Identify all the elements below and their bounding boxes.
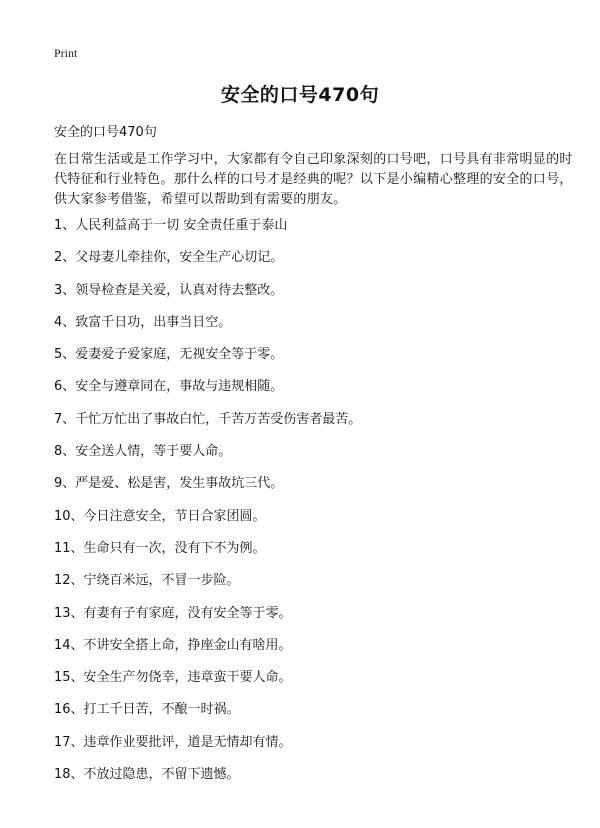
list-item: 15、安全生产勿侥幸，违章蛮干要人命。: [54, 670, 292, 686]
list-item: 14、不讲安全搭上命，挣座金山有啥用。: [54, 637, 292, 653]
page-title: 安全的口号470句: [220, 84, 380, 106]
list-item: 13、有妻有子有家庭，没有安全等于零。: [54, 605, 292, 621]
slogan-list: [54, 218, 574, 799]
list-item: 10、今日注意安全，节日合家团圆。: [54, 508, 266, 524]
list-item: 8、安全送人情，等于要人命。: [54, 444, 232, 460]
list-item: 4、致富千日功，出事当日空。: [54, 314, 232, 330]
list-item: 12、宁绕百米远，不冒一步险。: [54, 573, 240, 589]
list-item: 5、爱妻爱子爱家庭，无视安全等于零。: [54, 347, 284, 363]
list-item: 1、人民利益高于一切 安全责任重于泰山: [54, 218, 288, 233]
list-item: 2、父母妻儿牵挂你，安全生产心切记。: [54, 250, 284, 266]
subtitle: 安全的口号470句: [54, 125, 157, 140]
list-item: 17、违章作业要批评，道是无情却有情。: [54, 734, 292, 750]
list-item: 3、领导检查是关爱，认真对待去整改。: [54, 282, 284, 298]
list-item: 7、千忙万忙出了事故白忙，千苦万苦受伤害者最苦。: [54, 411, 362, 427]
intro-paragraph: 在日常生活或是工作学习中，大家都有令自己印象深刻的口号吧，口号具有非常明显的时代特征和行业特色。那什么样的口号才是经典的呢？以下是小编精心整理的安全的口号，供大家参考借鉴，希望可以帮助到有需要的朋友。: [54, 152, 573, 207]
print-link[interactable]: Print: [54, 46, 78, 60]
list-item: 16、打工千日苦，不酿一时祸。: [54, 702, 240, 718]
list-item: 6、安全与遵章同在，事故与违规相随。: [54, 379, 284, 395]
list-item: 11、生命只有一次，没有下不为例。: [54, 540, 266, 556]
list-item: 9、严是爱、松是害，发生事故坑三代。: [54, 476, 284, 492]
list-item: 18、不放过隐患，不留下遗憾。: [54, 767, 240, 783]
